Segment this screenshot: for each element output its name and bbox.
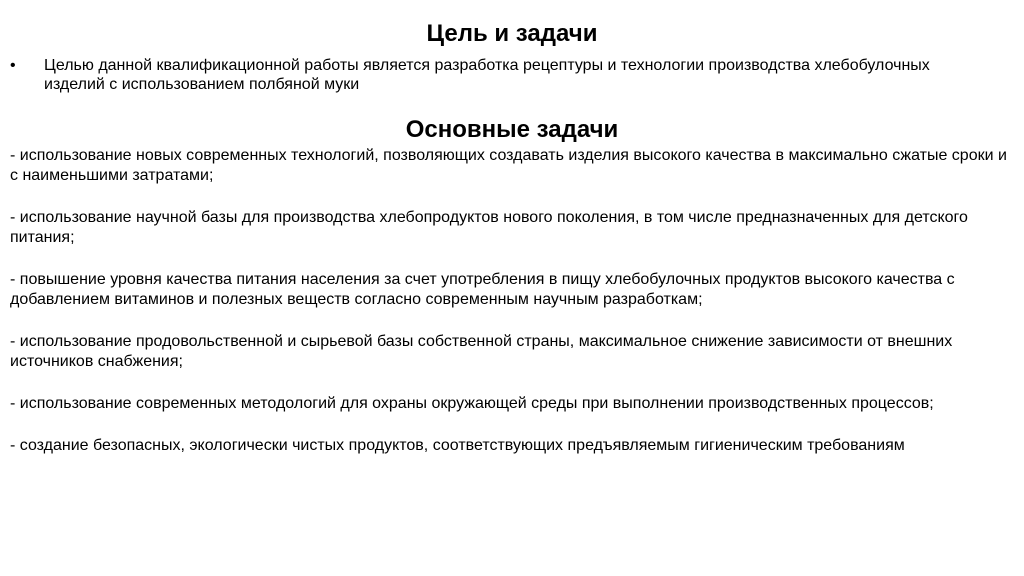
task-item: - использование новых современных технологий, позволяющих создавать изделия высокого качества в максимально сжатые сроки и с наименьшими затратами; <box>10 147 1007 184</box>
task-item: - создание безопасных, экологически чистых продуктов, соответствующих предъявляемым гигиеническим требованиям <box>10 437 905 454</box>
tasks-list <box>10 146 1010 478</box>
goal-text: Целью данной квалификационной работы является разработка рецептуры и технологии производства хлебобулочных изделий с использованием полбяной муки <box>44 57 930 93</box>
task-item: - использование продовольственной и сырьевой базы собственной страны, максимальное снижение зависимости от внешних источников снабжения; <box>10 333 953 370</box>
task-item: - использование научной базы для производства хлебопродуктов нового поколения, в том числе предназначенных для детского питания; <box>10 209 968 246</box>
goal-bullet-item <box>10 56 970 94</box>
task-item: - повышение уровня качества питания населения за счет употребления в пищу хлебобулочных продуктов высокого качества с добавлением витаминов и полезных веществ согласно современным научным разработкам; <box>10 271 955 308</box>
task-item: - использование современных методологий для охраны окружающей среды при выполнении производственных процессов; <box>10 395 934 412</box>
slide-title: Цель и задачи <box>426 20 598 47</box>
bullet-icon: • <box>10 57 16 74</box>
section-heading: Основные задачи <box>405 116 619 143</box>
